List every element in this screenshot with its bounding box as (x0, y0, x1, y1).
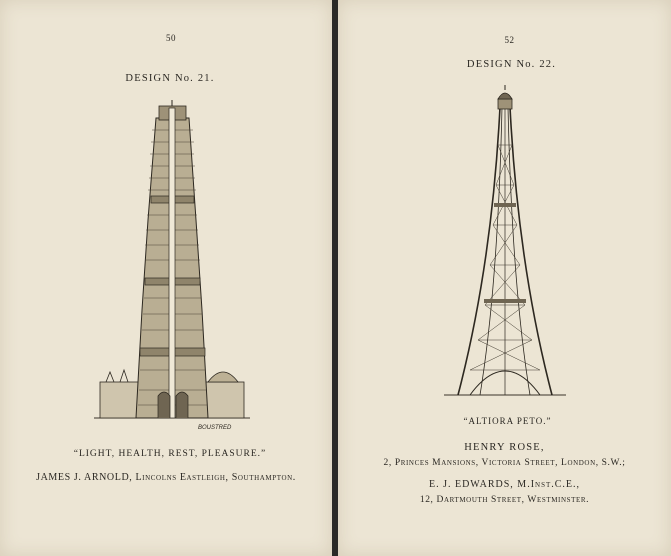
tower-illustration-right (440, 85, 570, 400)
engraver-signature: BOUSTRED (198, 425, 232, 430)
author-right-2: E. J. EDWARDS, M.Inst.C.E., (428, 479, 581, 490)
address-right-2: 12, Dartmouth Street, Westminster. (419, 495, 590, 505)
design-title-right: DESIGN No. 22. (466, 59, 557, 70)
page-number-left: 50 (166, 33, 176, 43)
design-title-left: DESIGN No. 21. (125, 73, 215, 84)
motto-right: “ALTIORA PETO.” (463, 416, 552, 426)
motto-left: “LIGHT, HEALTH, REST, PLEASURE.” (73, 449, 267, 459)
tower-illustration-left (90, 100, 255, 430)
address-right-1: 2, Princes Mansions, Victoria Street, London, S.W.; (383, 458, 626, 468)
page-number-right: 52 (504, 35, 515, 45)
author-right-1: HENRY ROSE, (464, 442, 545, 453)
left-page (0, 0, 332, 556)
author-left: JAMES J. ARNOLD, Lincolns Eastleigh, Southampton. (36, 472, 296, 483)
